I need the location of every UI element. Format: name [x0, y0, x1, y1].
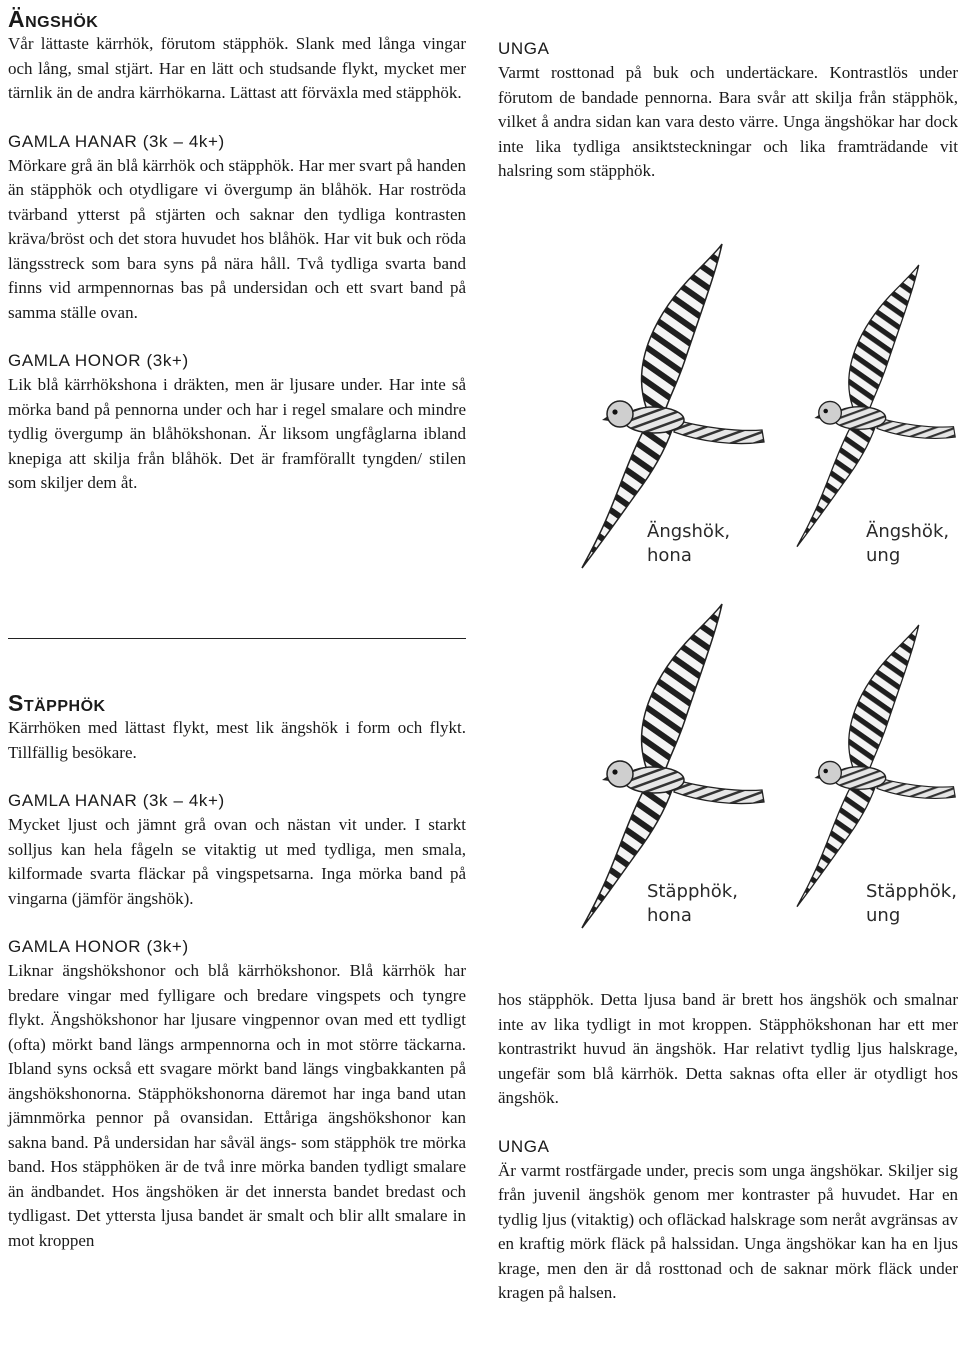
- caption-line: Stäpphök,: [647, 881, 738, 902]
- caption-angshok-hona: [647, 520, 730, 568]
- angshok-intro: Vår lättaste kärrhök, förutom stäpphök. Slank med långa vingar och lång, smal stjärt. Har en lätt och studsande flykt, mycket mer tärnlik än de andra kärrhökarna. Lättast att förväxla med stäpphök.: [8, 34, 466, 102]
- angshok-females-heading: GAMLA HONOR (3k+): [8, 351, 189, 370]
- caption-line: hona: [647, 905, 692, 926]
- section-divider: [8, 638, 466, 639]
- angshok-young-heading: UNGA: [498, 39, 550, 58]
- angshok-young-text: Varmt rosttonad på buk och undertäckare. Kontrastlös under förutom de bandade pennorna. Bara svår att skilja från stäpphök, vilket å andra sidan kan vara desto värre. Unga ängshökar har dock inte lika tydliga ansiktsteckningar och lika framträdande vit halsring som stäpphök.: [498, 63, 958, 180]
- stapphok-intro: Kärrhöken med lättast flykt, mest lik ängshök i form och flykt. Tillfällig besökare.: [8, 718, 466, 762]
- stapphok-females-heading: GAMLA HONOR (3k+): [8, 937, 189, 956]
- angshok-males-heading: GAMLA HANAR (3k – 4k+): [8, 131, 225, 151]
- angshok-title: Ängshök: [8, 6, 99, 32]
- caption-line: Ängshök,: [866, 521, 950, 542]
- stapphok-young-heading: UNGA: [498, 1136, 550, 1156]
- stapphok-title: Stäpphök: [8, 690, 106, 716]
- stapphok-males-heading: GAMLA HANAR (3k – 4k+): [8, 791, 225, 810]
- caption-line: ung: [866, 905, 901, 926]
- stapphok-section: [8, 690, 466, 1253]
- caption-stapphok-ung: [866, 880, 957, 928]
- stapphok-females-text-left: Liknar ängshökshonor och blå kärrhökshonor. Blå kärrhök har bredare vingar med fylligare och bredare vingspets och tyngre flykt. Ängshökshonor har ljusare vingpennor ovan med ett tydligt (ofta) mörkt band längs armpennorna och in mot större täckarna. Ibland syns också ett svagare mörkt band längs vingbakkanten på ängshökshonorna. Stäpphökshonorna däremot har inga band utan jämnmörka pennor på ovansidan. Ettåriga ängshökshonor kan sakna band. På undersidan har såväl ängs- som stäpphök tre mörka band. Hos stäpphöken är de två inre mörka banden tydligt smalare än ändbandet. Hos ängshöken är det innersta bandet bredast och tydligast. Det yttersta ljusa bandet är smalt och blir allt smalare in mot kroppen: [8, 961, 466, 1250]
- caption-angshok-ung: [866, 520, 949, 568]
- stapphok-females-text-right: hos stäpphök. Detta ljusa band är brett hos ängshök och smalnar inte av lika tydligt in mot kroppen. Stäpphökshonan har ett mer kontrastrikt huvud än ängshök. Har relativt tydlig ljus halskrage, ungefär som blå kärrhök. Detta saknas ofta eller är otydligt hos ängshök.: [498, 990, 958, 1107]
- caption-line: Stäpphök,: [866, 881, 957, 902]
- angshok-males-text: Mörkare grå än blå kärrhök och stäpphök. Har mer svart på handen än stäpphök och otydligare vi övergump än blåhök. Har roströda tvärband ytterst på stjärten och saknar den tydliga kontrasten kräva/bröst och det stora huvudet hos blåhök. Har vit buk och röda längsstreck som bara syns på nära håll. Två tydliga svarta band finns vid armpennornas bas på undersidan och ett svart band på samma ställe ovan.: [8, 155, 466, 322]
- caption-line: ung: [866, 545, 901, 566]
- caption-stapphok-hona: [647, 880, 738, 928]
- angshok-females-text: Lik blå kärrhökshona i dräkten, men är ljusare under. Har inte så mörka band på pennorna under och har i regel smalare och mindre tydlig övergump än blåhökshonan. Är liksom ungfåglarna ibland knepiga att skilja från blåhök. Det är framförallt tyngden/ stilen som skiljer dem åt.: [8, 375, 466, 492]
- stapphok-continuation: [498, 988, 958, 1306]
- stapphok-young-text: Är varmt rostfärgade under, precis som unga ängshökar. Skiljer sig från juvenil ängshök genom mer kontraster på huvudet. Har en tydlig ljus (vitaktig) och ofläckad halskrage som neråt avgränsas av en kraftig mörk fläck på halssidan. Unga ängshökar kan ha en ljus krage, men den är då rosttonad och de saknar mörk fläck under kragen på halsen.: [498, 1160, 958, 1302]
- angshok-young-section: [498, 37, 958, 184]
- caption-line: Ängshök,: [647, 521, 731, 542]
- angshok-section: [8, 6, 466, 496]
- stapphok-males-text: Mycket ljust och jämnt grå ovan och nästan vit under. I starkt solljus kan hela fågeln se vitaktig ut med tydliga, men smala, kilformade svarta fläckar på vingspetsarna. Inga mörka band på vingarna (jämför ängshök).: [8, 815, 466, 908]
- caption-line: hona: [647, 545, 692, 566]
